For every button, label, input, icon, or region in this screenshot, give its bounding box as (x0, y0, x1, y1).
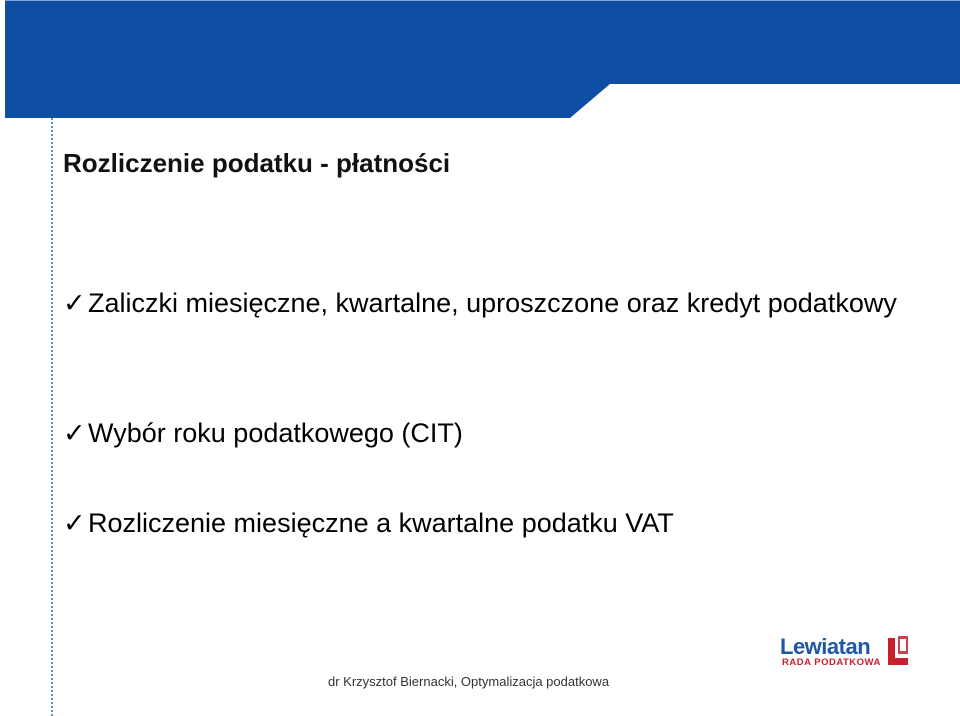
bullet-item (63, 283, 923, 323)
bullet-text: Zaliczki miesięczne, kwartalne, uproszczone oraz kredyt podatkowy (88, 288, 897, 318)
slide-title: Rozliczenie podatku - płatności (63, 148, 451, 178)
lewiatan-logo (780, 634, 912, 670)
logo-subtitle: RADA PODATKOWA (782, 657, 881, 668)
dotted-divider (51, 118, 53, 716)
header-banner (0, 0, 960, 120)
footer-text: dr Krzysztof Biernacki, Optymalizacja podatkowa (328, 674, 610, 689)
checkmark-icon: ✓ (63, 418, 86, 448)
bullet-text: Rozliczenie miesięczne a kwartalne podatku VAT (88, 508, 674, 538)
bullet-item (63, 413, 923, 453)
bullet-text: Wybór roku podatkowego (CIT) (88, 418, 463, 448)
logo-mark-icon (884, 634, 912, 668)
logo-wordmark: Lewiatan (780, 634, 871, 659)
checkmark-icon: ✓ (63, 288, 86, 318)
bullet-item (63, 503, 923, 543)
checkmark-icon: ✓ (63, 508, 86, 538)
